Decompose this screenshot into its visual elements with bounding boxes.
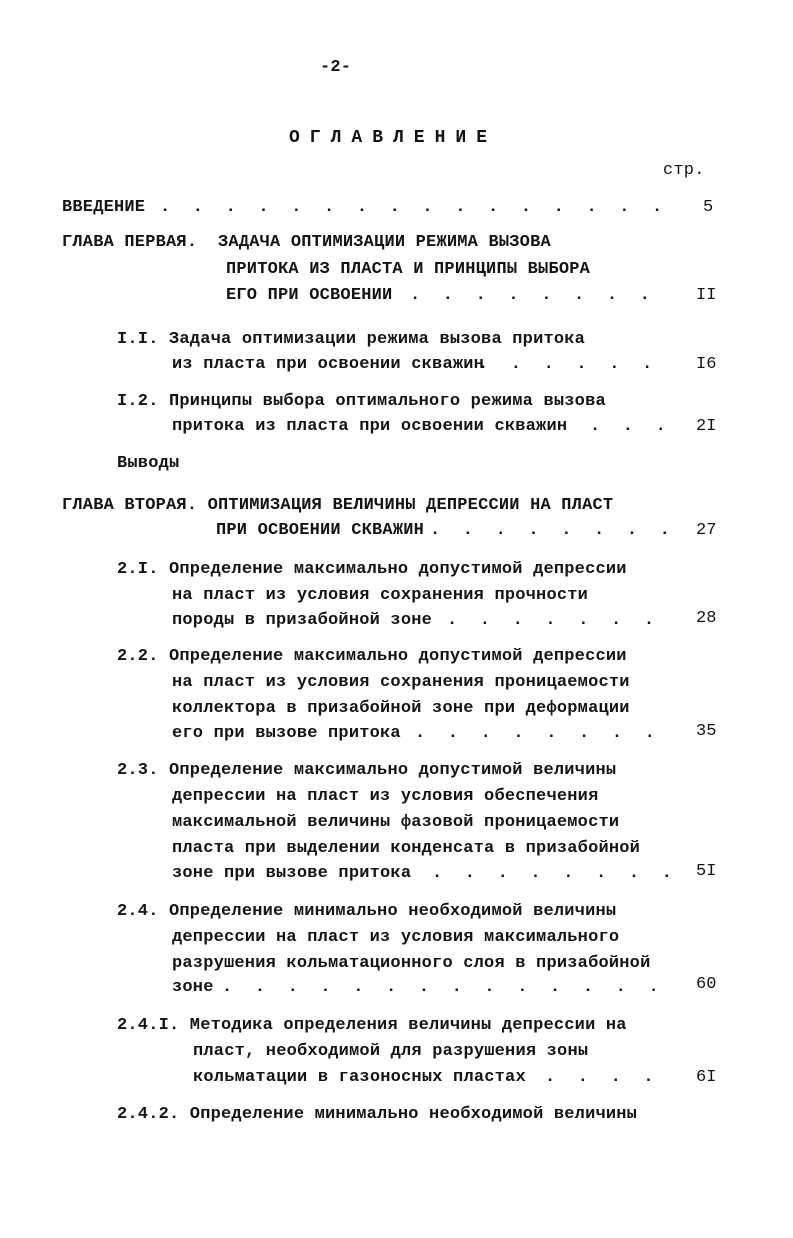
toc-page: 2I (696, 417, 717, 436)
toc-line: депрессии на пласт из условия максимального (172, 928, 620, 947)
dot-leader (222, 978, 685, 998)
page-title: ОГЛАВЛЕНИЕ (289, 128, 498, 148)
toc-page: I6 (696, 355, 717, 374)
toc-page: 6I (696, 1068, 717, 1087)
toc-line: 2.3. Определение максимально допустимой величины (117, 761, 617, 780)
dot-leader (590, 417, 675, 437)
toc-line: 2.2. Определение максимально допустимой депрессии (117, 647, 627, 666)
dot-leader (432, 864, 675, 884)
toc-page: II (696, 286, 717, 305)
dot-leader (478, 355, 675, 375)
toc-line: 2.4.I. Методика определения величины депрессии на (117, 1016, 627, 1035)
toc-line: ГЛАВА ПЕРВАЯ. ЗАДАЧА ОПТИМИЗАЦИИ РЕЖИМА ВЫЗОВА (62, 233, 551, 252)
dot-leader (430, 521, 670, 541)
toc-line: коллектора в призабойной зоне при деформации (172, 699, 630, 718)
dot-leader (447, 611, 675, 631)
toc-line: на пласт из условия сохранения прочности (172, 586, 589, 605)
toc-page: 5 (703, 198, 714, 217)
toc-line: притока из пласта при освоении скважин (172, 417, 568, 436)
toc-line: ПРИ ОСВОЕНИИ СКВАЖИН (216, 521, 425, 540)
toc-line: разрушения кольматационного слоя в призабойной (172, 954, 651, 973)
toc-line: I.I. Задача оптимизации режима вызова притока (117, 330, 586, 349)
dot-leader (545, 1068, 673, 1088)
toc-line: 2.I. Определение максимально допустимой депрессии (117, 560, 627, 579)
page-number: -2- (320, 58, 352, 77)
toc-page: 35 (696, 722, 717, 741)
toc-line: на пласт из условия сохранения проницаемости (172, 673, 630, 692)
toc-line: Выводы (117, 454, 180, 473)
dot-leader (415, 724, 673, 744)
toc-line: I.2. Принципы выбора оптимального режима вызова (117, 392, 606, 411)
toc-line: 2.4. Определение минимально необходимой величины (117, 902, 617, 921)
toc-line: кольматации в газоносных пластах (193, 1068, 526, 1087)
toc-line: пласт, необходимой для разрушения зоны (193, 1042, 589, 1061)
toc-line: его при вызове притока (172, 724, 401, 743)
toc-line: зоне (172, 978, 214, 997)
toc-line: 2.4.2. Определение минимально необходимой величины (117, 1105, 638, 1124)
toc-line: депрессии на пласт из условия обеспечения (172, 787, 599, 806)
toc-page: 27 (696, 521, 717, 540)
toc-line: ПРИТОКА ИЗ ПЛАСТА И ПРИНЦИПЫ ВЫБОРА (226, 260, 591, 279)
toc-line: ЕГО ПРИ ОСВОЕНИИ (226, 286, 393, 305)
toc-line: зоне при вызове притока (172, 864, 412, 883)
toc-page: 28 (696, 609, 717, 628)
toc-line: из пласта при освоении скважин (172, 355, 485, 374)
toc-line: пласта при выделении конденсата в призабойной (172, 839, 641, 858)
toc-line: породы в призабойной зоне (172, 611, 433, 630)
page-column-label: стр. (663, 161, 705, 180)
toc-line: ГЛАВА ВТОРАЯ. ОПТИМИЗАЦИЯ ВЕЛИЧИНЫ ДЕПРЕССИИ НА ПЛАСТ (62, 496, 614, 515)
toc-line: максимальной величины фазовой проницаемости (172, 813, 620, 832)
dot-leader (160, 198, 670, 218)
dot-leader (410, 286, 675, 306)
toc-page: 5I (696, 862, 717, 881)
toc-page: 60 (696, 975, 717, 994)
toc-line: ВВЕДЕНИЕ (62, 198, 146, 217)
